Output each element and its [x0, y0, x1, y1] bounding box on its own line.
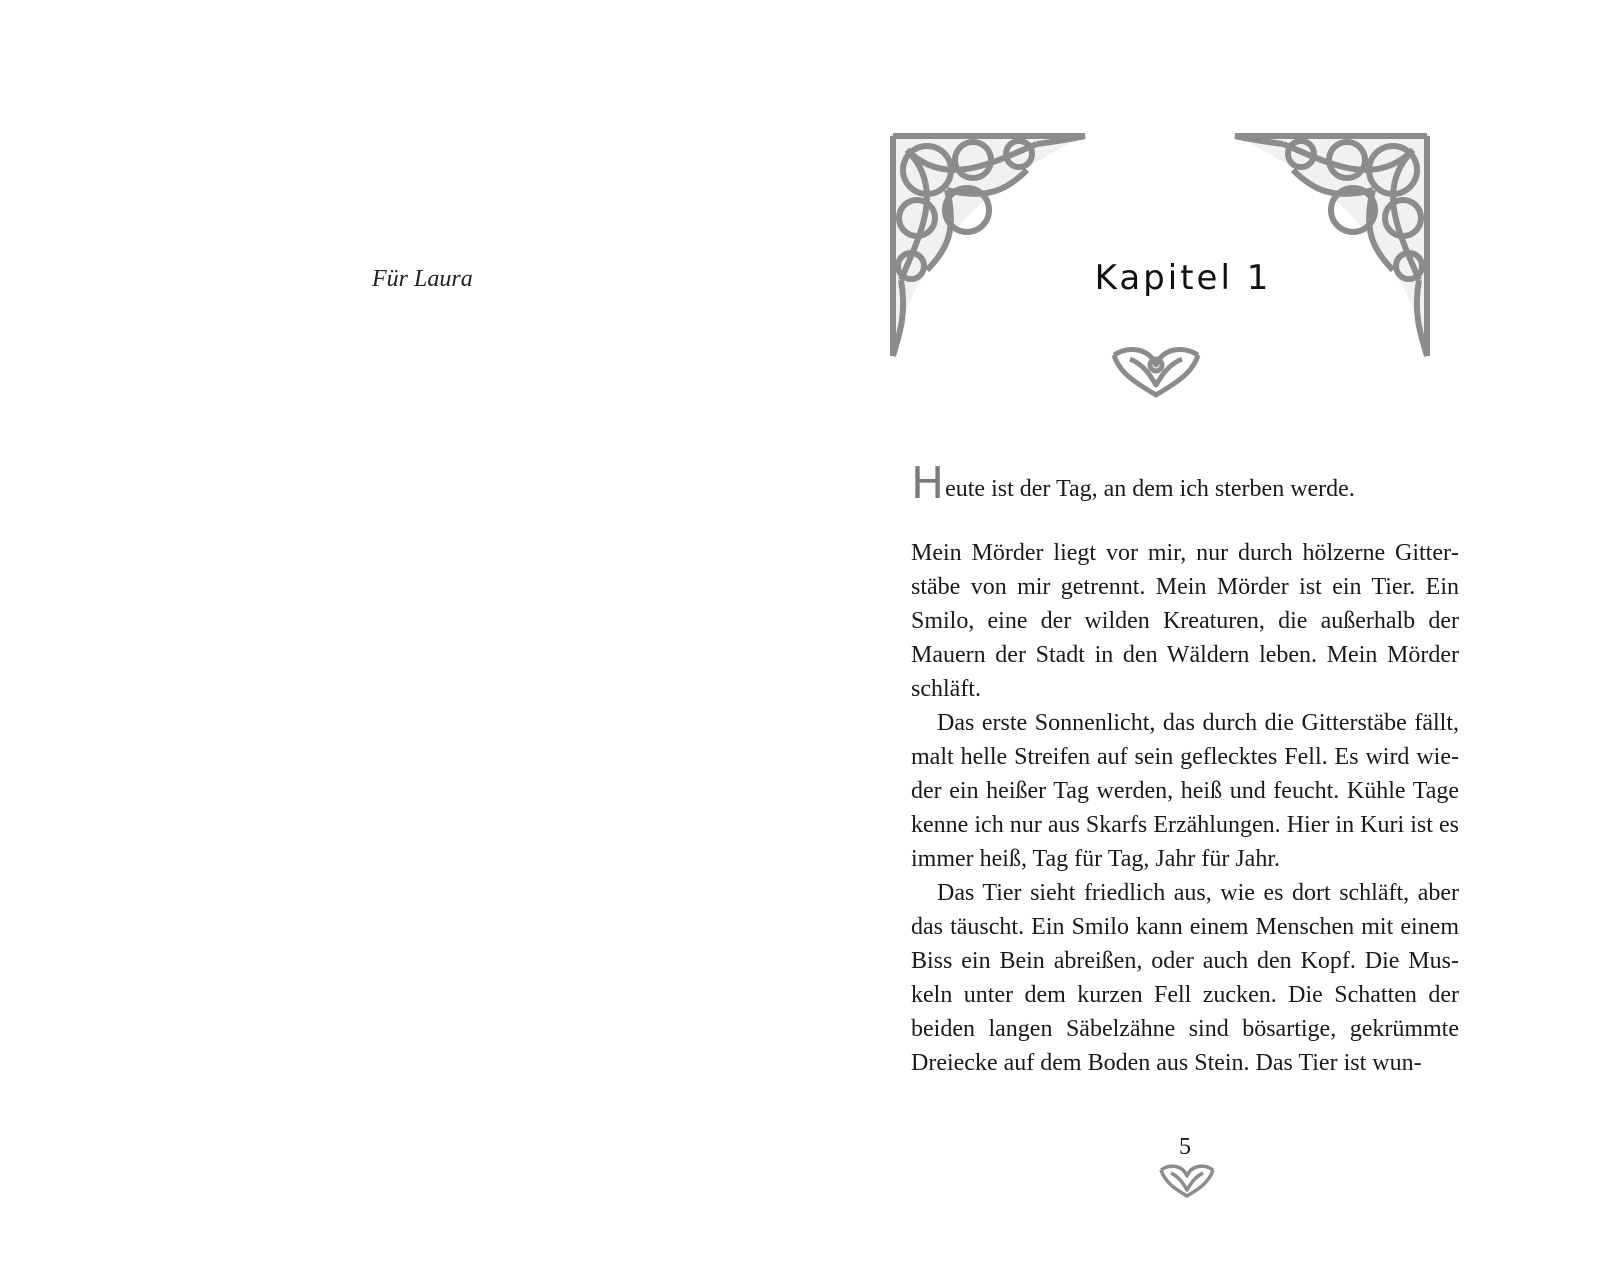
drop-cap: H	[911, 458, 945, 509]
opening-line	[911, 458, 1459, 509]
chapter-text	[911, 458, 1459, 1080]
dedication: Für Laura	[372, 266, 473, 292]
chapter-title: Kapitel 1	[1094, 258, 1272, 298]
celtic-corner-right-icon	[1225, 130, 1433, 362]
celtic-knot-footer-icon	[1158, 1163, 1216, 1199]
paragraph: Das erste Sonnenlicht, das durch die Gitterstäbe fällt, malt helle Streifen auf sein geflecktes Fell. Es wird wieder ein heißer Tag werden, heiß und feucht. Kühle Tage kenne ich nur aus Skarfs Erzählungen. Hier in Kuri ist es immer heiß, Tag für Tag, Jahr für Jahr.	[911, 710, 1459, 872]
celtic-knot-ornament-icon	[1110, 345, 1202, 399]
opening-line-text: eute ist der Tag, an dem ich sterben werde.	[945, 476, 1355, 502]
page-number: 5	[1179, 1134, 1191, 1160]
paragraph: Mein Mörder liegt vor mir, nur durch hölzerne Gitterstäbe von mir getrennt. Mein Mörder ist ein Tier. Ein Smilo, eine der wilden Kreaturen, die außerhalb der Mauern der Stadt in den Wäldern leben. Mein Mörder schläft.	[911, 540, 1459, 702]
celtic-corner-left-icon	[887, 130, 1095, 362]
right-page	[800, 0, 1600, 1274]
paragraph: Das Tier sieht friedlich aus, wie es dort schläft, aber das täuscht. Ein Smilo kann einem Menschen mit einem Biss ein Bein abreißen, oder auch den Kopf. Die Muskeln unter dem kurzen Fell zucken. Die Schatten der beiden langen Säbelzähne sind bösartige, gekrümmte Dreiecke auf dem Boden aus Stein. Das Tier ist wun-	[911, 880, 1459, 1076]
